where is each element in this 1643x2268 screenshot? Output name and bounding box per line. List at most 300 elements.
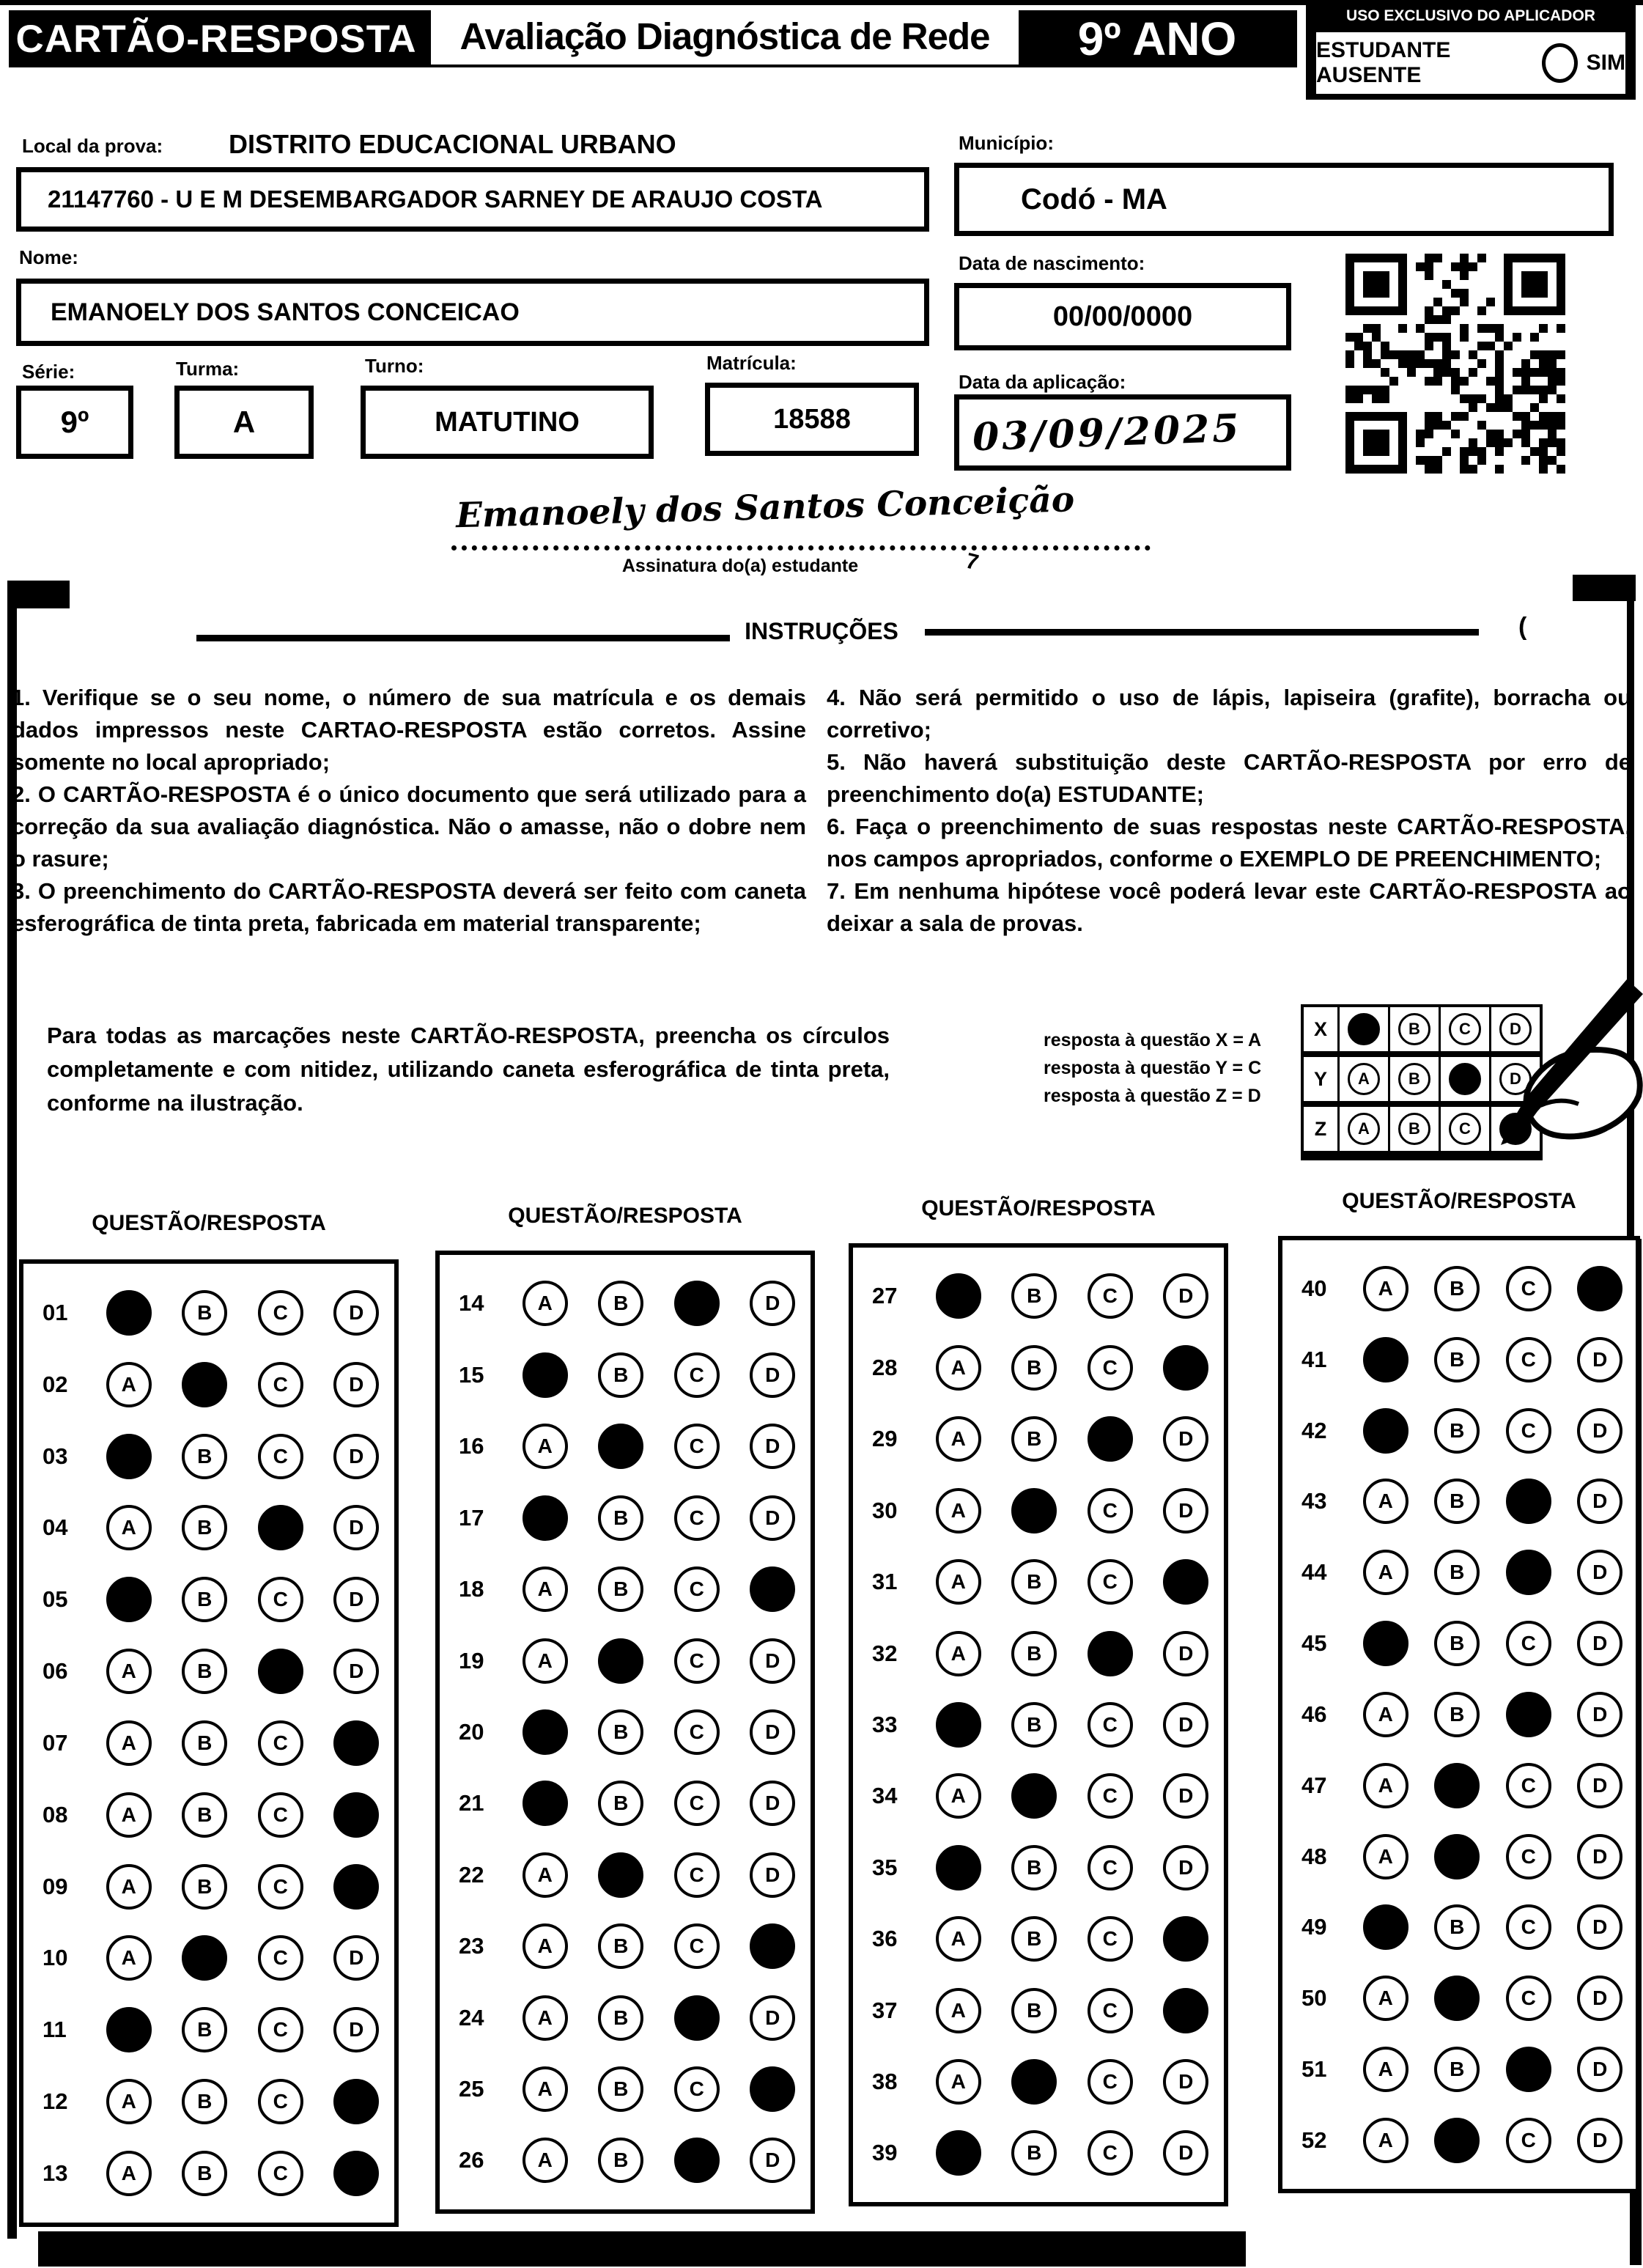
bubble-letter: A (1378, 2128, 1393, 2151)
bubble-04-D[interactable] (333, 1505, 379, 1550)
bubble-27-C[interactable] (1088, 1273, 1133, 1319)
bubble-45-A[interactable] (1363, 1621, 1408, 1666)
question-number: 04 (43, 1514, 68, 1541)
bubble-22-B[interactable] (598, 1852, 643, 1898)
bubble-32-D[interactable] (1163, 1631, 1208, 1676)
bubble-37-D[interactable] (1163, 1988, 1208, 2033)
bubble-02-C[interactable] (258, 1362, 303, 1407)
bubble-12-D[interactable] (333, 2079, 379, 2124)
bubble-22-C[interactable] (674, 1852, 720, 1898)
question-number: 45 (1302, 1630, 1327, 1657)
bubble-49-B[interactable] (1434, 1904, 1480, 1950)
bubble-letter: C (273, 1731, 288, 1754)
bubble-39-D[interactable] (1163, 2130, 1208, 2176)
bubble-22-D[interactable] (750, 1852, 795, 1898)
question-number: 47 (1302, 1772, 1327, 1798)
answer-box-1 (19, 1259, 399, 2227)
answer-row (23, 1577, 394, 1622)
bubble-08-D[interactable] (333, 1792, 379, 1838)
bubble-04-A[interactable] (106, 1505, 152, 1550)
bubble-44-A[interactable] (1363, 1550, 1408, 1595)
instruction-item: 3. O preenchimento do CARTÃO-RESPOSTA deverá ser feito com caneta esferográfica de tinta preta, fabricada em material transparente; (12, 878, 806, 936)
bubble-letter: B (1450, 1561, 1465, 1584)
bubble-06-B[interactable] (182, 1649, 227, 1694)
bubble-02-D[interactable] (333, 1362, 379, 1407)
bubble-37-A[interactable] (936, 1988, 981, 2033)
bubble-09-D[interactable] (333, 1864, 379, 1910)
bubble-49-A[interactable] (1363, 1904, 1408, 1950)
bubble-letter: A (1378, 1702, 1393, 1726)
bubble-45-B[interactable] (1434, 1621, 1480, 1666)
bubble-letter: C (1521, 1844, 1536, 1868)
nome-value: EMANOELY DOS SANTOS CONCEICAO (51, 298, 520, 326)
answer-row (23, 1505, 394, 1550)
bubble-11-B[interactable] (182, 2007, 227, 2052)
bubble-21-B[interactable] (598, 1781, 643, 1826)
bubble-34-C[interactable] (1088, 1773, 1133, 1819)
bubble-17-B[interactable] (598, 1495, 643, 1541)
answer-row (1282, 1337, 1636, 1382)
bubble-letter: C (689, 1649, 704, 1672)
bubble-letter: A (950, 2070, 966, 2094)
bubble-letter: D (1178, 2141, 1194, 2165)
bubble-48-C[interactable] (1506, 1834, 1551, 1879)
bubble-08-C[interactable] (258, 1792, 303, 1838)
bubble-letter: C (1521, 1773, 1536, 1797)
bubble-letter: D (765, 2006, 780, 2029)
bubble-15-B[interactable] (598, 1352, 643, 1398)
bubble-13-A[interactable] (106, 2151, 152, 2196)
bubble-03-B[interactable] (182, 1434, 227, 1479)
bubble-02-A[interactable] (106, 1362, 152, 1407)
nascimento-field (954, 283, 1291, 350)
bubble-23-D[interactable] (750, 1923, 795, 1969)
aplicacao-field (954, 394, 1291, 471)
bubble-29-C[interactable] (1088, 1416, 1133, 1462)
bubble-14-B[interactable] (598, 1281, 643, 1326)
bubble-45-C[interactable] (1506, 1621, 1551, 1666)
bubble-13-D[interactable] (333, 2151, 379, 2196)
bubble-40-C[interactable] (1506, 1266, 1551, 1311)
bubble-04-B[interactable] (182, 1505, 227, 1550)
bubble-letter: A (121, 1372, 136, 1396)
bubble-letter: D (1178, 1284, 1194, 1308)
bubble-03-C[interactable] (258, 1434, 303, 1479)
bubble-01-C[interactable] (258, 1290, 303, 1336)
bubble-28-B[interactable] (1011, 1345, 1057, 1391)
bubble-letter: C (1521, 1632, 1536, 1655)
bubble-letter: A (121, 1946, 136, 1970)
bubble-30-B[interactable] (1011, 1488, 1057, 1534)
bubble-02-B[interactable] (182, 1362, 227, 1407)
bubble-06-A[interactable] (106, 1649, 152, 1694)
bubble-51-D[interactable] (1577, 2047, 1622, 2092)
bubble-36-D[interactable] (1163, 1916, 1208, 1962)
bubble-18-A[interactable] (523, 1566, 568, 1612)
bubble-49-D[interactable] (1577, 1904, 1622, 1950)
bubble-41-A[interactable] (1363, 1337, 1408, 1382)
bubble-14-A[interactable] (523, 1281, 568, 1326)
bubble-42-D[interactable] (1577, 1408, 1622, 1454)
aplicacao-value-handwritten: 03/09/2025 (972, 405, 1243, 460)
bubble-19-B[interactable] (598, 1638, 643, 1684)
bubble-52-D[interactable] (1577, 2118, 1622, 2163)
bubble-37-B[interactable] (1011, 1988, 1057, 2033)
bubble-43-A[interactable] (1363, 1479, 1408, 1524)
bubble-10-A[interactable] (106, 1935, 152, 1981)
instruction-item: 6. Faça o preenchimento de suas respostas neste CARTÃO-RESPOSTA, nos campos apropriados, conforme o EXEMPLO DE PREENCHIMENTO; (827, 814, 1631, 872)
question-number: 43 (1302, 1488, 1327, 1514)
bubble-31-B[interactable] (1011, 1559, 1057, 1605)
question-number: 11 (43, 2017, 67, 2043)
bubble-19-C[interactable] (674, 1638, 720, 1684)
bubble-25-A[interactable] (523, 2066, 568, 2112)
answer-row (440, 1424, 811, 1469)
bubble-40-A[interactable] (1363, 1266, 1408, 1311)
bubble-letter: D (349, 1444, 364, 1468)
bubble-11-A[interactable] (106, 2007, 152, 2052)
bubble-11-D[interactable] (333, 2007, 379, 2052)
bubble-06-D[interactable] (333, 1649, 379, 1694)
bubble-letter: D (349, 1516, 364, 1539)
bubble-38-B[interactable] (1011, 2059, 1057, 2105)
bubble-48-B[interactable] (1434, 1834, 1480, 1879)
example-cell (1337, 1107, 1388, 1151)
bubble-51-A[interactable] (1363, 2047, 1408, 2092)
bubble-17-A[interactable] (523, 1495, 568, 1541)
bubble-51-C[interactable] (1506, 2047, 1551, 2092)
bubble-33-D[interactable] (1163, 1702, 1208, 1748)
bubble-50-B[interactable] (1434, 1976, 1480, 2021)
marking-paragraph: Para todas as marcações neste CARTÃO-RESPOSTA, preencha os círculos completamente e com nitidez, utilizando caneta esferográfica de tinta preta, conforme na ilustração. (47, 1023, 890, 1116)
bubble-29-D[interactable] (1163, 1416, 1208, 1462)
bubble-letter: C (689, 1435, 704, 1458)
bubble-05-B[interactable] (182, 1577, 227, 1622)
bubble-16-D[interactable] (750, 1424, 795, 1469)
bubble-20-B[interactable] (598, 1709, 643, 1755)
bubble-52-A[interactable] (1363, 2118, 1408, 2163)
bubble-28-D[interactable] (1163, 1345, 1208, 1391)
answer-row (853, 1916, 1224, 1962)
bubble-letter: C (1102, 2070, 1118, 2094)
bubble-14-C[interactable] (674, 1281, 720, 1326)
bubble-21-A[interactable] (523, 1781, 568, 1826)
question-number: 21 (459, 1790, 484, 1816)
question-number: 03 (43, 1443, 68, 1469)
bubble-07-B[interactable] (182, 1720, 227, 1766)
question-number: 37 (872, 1997, 898, 2023)
bubble-letter: D (1178, 1427, 1194, 1451)
bubble-48-A[interactable] (1363, 1834, 1408, 1879)
bubble-19-D[interactable] (750, 1638, 795, 1684)
bubble-15-C[interactable] (674, 1352, 720, 1398)
bubble-27-D[interactable] (1163, 1273, 1208, 1319)
bubble-32-B[interactable] (1011, 1631, 1057, 1676)
bubble-34-A[interactable] (936, 1773, 981, 1819)
bubble-48-D[interactable] (1577, 1834, 1622, 1879)
bubble-18-B[interactable] (598, 1566, 643, 1612)
bubble-09-B[interactable] (182, 1864, 227, 1910)
answer-row (1282, 2047, 1636, 2092)
question-number: 08 (43, 1801, 68, 1827)
bubble-22-A[interactable] (523, 1852, 568, 1898)
bubble-31-C[interactable] (1088, 1559, 1133, 1605)
bubble-46-C[interactable] (1506, 1692, 1551, 1737)
bubble-08-A[interactable] (106, 1792, 152, 1838)
bubble-33-B[interactable] (1011, 1702, 1057, 1748)
bubble-25-D[interactable] (750, 2066, 795, 2112)
bubble-45-D[interactable] (1577, 1621, 1622, 1666)
bubble-47-A[interactable] (1363, 1763, 1408, 1808)
bubble-letter: C (1521, 1987, 1536, 2010)
bubble-24-C[interactable] (674, 1995, 720, 2041)
bubble-26-D[interactable] (750, 2138, 795, 2183)
bubble-07-D[interactable] (333, 1720, 379, 1766)
bubble-20-A[interactable] (523, 1709, 568, 1755)
nome-field (16, 279, 929, 346)
answer-row (1282, 1904, 1636, 1950)
bubble-12-C[interactable] (258, 2079, 303, 2124)
bubble-06-C[interactable] (258, 1649, 303, 1694)
example-bubble-letter: A (1358, 1119, 1370, 1138)
bubble-letter: B (1450, 1418, 1465, 1442)
bubble-13-B[interactable] (182, 2151, 227, 2196)
bubble-52-C[interactable] (1506, 2118, 1551, 2163)
bubble-01-A[interactable] (106, 1290, 152, 1336)
bubble-38-A[interactable] (936, 2059, 981, 2105)
bubble-50-D[interactable] (1577, 1976, 1622, 2021)
bubble-letter: A (121, 1803, 136, 1826)
bubble-27-B[interactable] (1011, 1273, 1057, 1319)
bubble-28-C[interactable] (1088, 1345, 1133, 1391)
bubble-26-A[interactable] (523, 2138, 568, 2183)
bubble-38-D[interactable] (1163, 2059, 1208, 2105)
answer-row (1282, 1621, 1636, 1666)
example-bubble-Z-B (1398, 1113, 1430, 1145)
bubble-50-A[interactable] (1363, 1976, 1408, 2021)
bubble-38-C[interactable] (1088, 2059, 1133, 2105)
bubble-letter: A (950, 1784, 966, 1808)
bubble-23-C[interactable] (674, 1923, 720, 1969)
bubble-letter: D (1178, 1641, 1194, 1665)
bubble-16-B[interactable] (598, 1424, 643, 1469)
bubble-41-B[interactable] (1434, 1337, 1480, 1382)
bubble-20-C[interactable] (674, 1709, 720, 1755)
bubble-35-B[interactable] (1011, 1845, 1057, 1890)
question-number: 33 (872, 1711, 898, 1737)
bubble-letter: C (689, 1577, 704, 1601)
bubble-42-A[interactable] (1363, 1408, 1408, 1454)
bubble-47-B[interactable] (1434, 1763, 1480, 1808)
municipio-field (954, 163, 1614, 236)
bubble-05-A[interactable] (106, 1577, 152, 1622)
bubble-25-B[interactable] (598, 2066, 643, 2112)
bubble-31-A[interactable] (936, 1559, 981, 1605)
bubble-letter: D (1592, 1844, 1608, 1868)
question-number: 46 (1302, 1701, 1327, 1727)
bubble-51-B[interactable] (1434, 2047, 1480, 2092)
bubble-16-C[interactable] (674, 1424, 720, 1469)
question-number: 19 (459, 1647, 484, 1674)
bubble-40-B[interactable] (1434, 1266, 1480, 1311)
bubble-52-B[interactable] (1434, 2118, 1480, 2163)
bubble-25-C[interactable] (674, 2066, 720, 2112)
bubble-05-C[interactable] (258, 1577, 303, 1622)
bubble-35-D[interactable] (1163, 1845, 1208, 1890)
bubble-47-C[interactable] (1506, 1763, 1551, 1808)
bubble-43-B[interactable] (1434, 1479, 1480, 1524)
bubble-letter: C (689, 1863, 704, 1886)
bubble-01-D[interactable] (333, 1290, 379, 1336)
bubble-17-D[interactable] (750, 1495, 795, 1541)
bubble-50-C[interactable] (1506, 1976, 1551, 2021)
bubble-32-A[interactable] (936, 1631, 981, 1676)
instructions-left-column (12, 682, 806, 940)
bubble-12-B[interactable] (182, 2079, 227, 2124)
bubble-26-B[interactable] (598, 2138, 643, 2183)
serie-value: 9º (60, 405, 89, 439)
question-number: 05 (43, 1586, 68, 1613)
bubble-32-C[interactable] (1088, 1631, 1133, 1676)
question-number: 48 (1302, 1843, 1327, 1869)
bubble-42-B[interactable] (1434, 1408, 1480, 1454)
bubble-39-C[interactable] (1088, 2130, 1133, 2176)
bubble-30-D[interactable] (1163, 1488, 1208, 1534)
bubble-46-A[interactable] (1363, 1692, 1408, 1737)
bubble-09-C[interactable] (258, 1864, 303, 1910)
bubble-24-A[interactable] (523, 1995, 568, 2041)
bubble-letter: D (1592, 1773, 1608, 1797)
question-response-header-3: QUESTÃO/RESPOSTA (921, 1196, 1156, 1220)
turma-field (174, 386, 314, 459)
bubble-letter: C (1102, 1855, 1118, 1879)
bubble-letter: A (950, 1927, 966, 1951)
instruction-item: 5. Não haverá substituição deste CARTÃO-RESPOSTA por erro de preenchimento do(a) ESTUDANTE; (827, 749, 1631, 807)
bubble-29-B[interactable] (1011, 1416, 1057, 1462)
bubble-46-D[interactable] (1577, 1692, 1622, 1737)
bubble-27-A[interactable] (936, 1273, 981, 1319)
bubble-39-B[interactable] (1011, 2130, 1057, 2176)
bubble-33-C[interactable] (1088, 1702, 1133, 1748)
bubble-09-A[interactable] (106, 1864, 152, 1910)
bubble-21-C[interactable] (674, 1781, 720, 1826)
bubble-10-D[interactable] (333, 1935, 379, 1981)
bubble-23-A[interactable] (523, 1923, 568, 1969)
bubble-21-D[interactable] (750, 1781, 795, 1826)
bubble-29-A[interactable] (936, 1416, 981, 1462)
bubble-15-D[interactable] (750, 1352, 795, 1398)
bubble-23-B[interactable] (598, 1923, 643, 1969)
question-number: 12 (43, 2088, 68, 2115)
bubble-36-B[interactable] (1011, 1916, 1057, 1962)
signature-line[interactable] (451, 545, 1151, 551)
bubble-47-D[interactable] (1577, 1763, 1622, 1808)
bubble-letter: A (1378, 1276, 1393, 1300)
bubble-44-C[interactable] (1506, 1550, 1551, 1595)
bubble-03-D[interactable] (333, 1434, 379, 1479)
bubble-01-B[interactable] (182, 1290, 227, 1336)
question-number: 01 (43, 1299, 68, 1325)
bubble-letter: D (1592, 1561, 1608, 1584)
bubble-43-D[interactable] (1577, 1479, 1622, 1524)
bubble-26-C[interactable] (674, 2138, 720, 2183)
bubble-20-D[interactable] (750, 1709, 795, 1755)
bubble-19-A[interactable] (523, 1638, 568, 1684)
absent-option-circle[interactable] (1542, 43, 1578, 83)
bubble-15-A[interactable] (523, 1352, 568, 1398)
bubble-24-B[interactable] (598, 1995, 643, 2041)
bubble-24-D[interactable] (750, 1995, 795, 2041)
bubble-10-B[interactable] (182, 1935, 227, 1981)
bubble-44-B[interactable] (1434, 1550, 1480, 1595)
answer-row (1282, 1692, 1636, 1737)
bubble-40-D[interactable] (1577, 1266, 1622, 1311)
bubble-04-C[interactable] (258, 1505, 303, 1550)
stray-pen-mark: 7 (963, 548, 981, 575)
bubble-letter: A (537, 2006, 553, 2029)
bubble-letter: C (689, 1792, 704, 1815)
bubble-44-D[interactable] (1577, 1550, 1622, 1595)
bubble-11-C[interactable] (258, 2007, 303, 2052)
bubble-14-D[interactable] (750, 1281, 795, 1326)
bubble-46-B[interactable] (1434, 1692, 1480, 1737)
bubble-35-A[interactable] (936, 1845, 981, 1890)
bubble-31-D[interactable] (1163, 1559, 1208, 1605)
bubble-37-C[interactable] (1088, 1988, 1133, 2033)
bubble-30-A[interactable] (936, 1488, 981, 1534)
bubble-39-A[interactable] (936, 2130, 981, 2176)
bubble-41-C[interactable] (1506, 1337, 1551, 1382)
bubble-16-A[interactable] (523, 1424, 568, 1469)
bubble-49-C[interactable] (1506, 1904, 1551, 1950)
bubble-36-C[interactable] (1088, 1916, 1133, 1962)
bubble-letter: D (1178, 1784, 1194, 1808)
bubble-07-C[interactable] (258, 1720, 303, 1766)
bubble-letter: B (1027, 1427, 1042, 1451)
example-cell (1388, 1057, 1439, 1101)
question-number: 24 (459, 2004, 484, 2030)
bubble-03-A[interactable] (106, 1434, 152, 1479)
example-cell (1388, 1007, 1439, 1051)
bubble-08-B[interactable] (182, 1792, 227, 1838)
bubble-12-A[interactable] (106, 2079, 152, 2124)
bubble-18-D[interactable] (750, 1566, 795, 1612)
bubble-05-D[interactable] (333, 1577, 379, 1622)
bubble-10-C[interactable] (258, 1935, 303, 1981)
bubble-letter: C (1521, 1276, 1536, 1300)
bubble-41-D[interactable] (1577, 1337, 1622, 1382)
bubble-17-C[interactable] (674, 1495, 720, 1541)
bubble-42-C[interactable] (1506, 1408, 1551, 1454)
bubble-34-D[interactable] (1163, 1773, 1208, 1819)
question-number: 25 (459, 2076, 484, 2102)
bubble-34-B[interactable] (1011, 1773, 1057, 1819)
bubble-28-A[interactable] (936, 1345, 981, 1391)
bubble-33-A[interactable] (936, 1702, 981, 1748)
bubble-letter: B (197, 2161, 213, 2184)
bubble-35-C[interactable] (1088, 1845, 1133, 1890)
municipio-value: Codó - MA (1021, 183, 1167, 216)
bubble-18-C[interactable] (674, 1566, 720, 1612)
bubble-30-C[interactable] (1088, 1488, 1133, 1534)
answer-box-3 (849, 1243, 1228, 2206)
bubble-07-A[interactable] (106, 1720, 152, 1766)
bubble-letter: B (613, 2077, 629, 2101)
answer-row (853, 1988, 1224, 2033)
bubble-43-C[interactable] (1506, 1479, 1551, 1524)
bubble-36-A[interactable] (936, 1916, 981, 1962)
bubble-13-C[interactable] (258, 2151, 303, 2196)
